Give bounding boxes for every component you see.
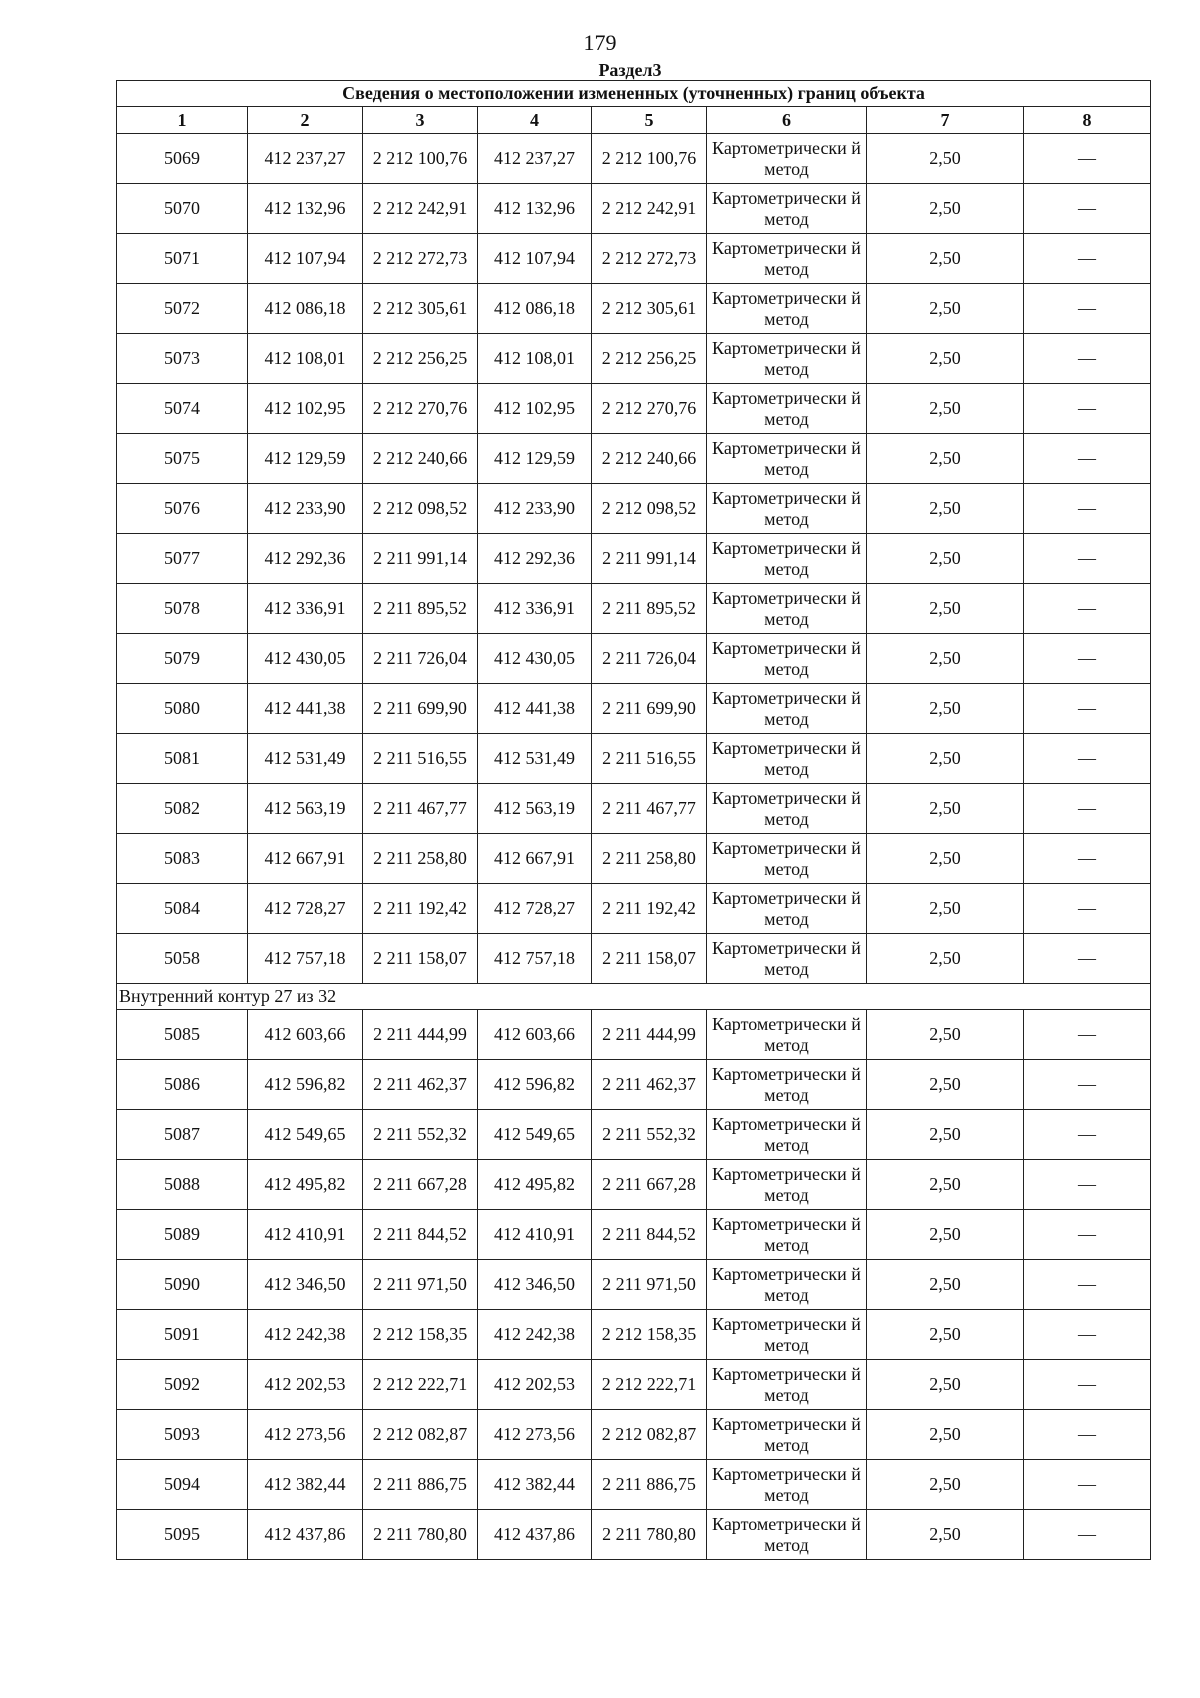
table-cell: 2 212 270,76 — [363, 384, 478, 434]
table-cell: 412 563,19 — [248, 784, 363, 834]
table-cell: 412 437,86 — [248, 1510, 363, 1560]
table-row — [117, 834, 1151, 884]
table-cell: 2 212 082,87 — [363, 1410, 478, 1460]
table-row — [117, 1160, 1151, 1210]
table-cell: 412 596,82 — [248, 1060, 363, 1110]
column-number-row — [117, 107, 1151, 134]
table-cell: — — [1024, 1510, 1151, 1560]
table-cell: 412 603,66 — [248, 1010, 363, 1060]
column-number: 3 — [363, 107, 478, 134]
table-cell: 412 102,95 — [478, 384, 592, 434]
table-cell: 412 603,66 — [478, 1010, 592, 1060]
table-cell: 412 132,96 — [478, 184, 592, 234]
table-cell: 2 211 462,37 — [592, 1060, 707, 1110]
table-cell: 5081 — [117, 734, 248, 784]
table-cell: 412 242,38 — [248, 1310, 363, 1360]
table-cell: Картометрически й метод — [707, 484, 867, 534]
table-cell: 412 086,18 — [478, 284, 592, 334]
table-cell: — — [1024, 334, 1151, 384]
table-cell: 2 211 886,75 — [592, 1460, 707, 1510]
table-cell: 5077 — [117, 534, 248, 584]
table-cell: 2 211 158,07 — [363, 934, 478, 984]
table-cell: 2,50 — [867, 334, 1024, 384]
column-number: 5 — [592, 107, 707, 134]
table-cell: 2 211 516,55 — [592, 734, 707, 784]
table-cell: 2 212 242,91 — [592, 184, 707, 234]
table-row — [117, 1010, 1151, 1060]
table-cell: 5084 — [117, 884, 248, 934]
table-cell: 5080 — [117, 684, 248, 734]
table-cell: 412 108,01 — [248, 334, 363, 384]
table-cell: 2 212 158,35 — [592, 1310, 707, 1360]
table-cell: 5091 — [117, 1310, 248, 1360]
table-cell: 412 346,50 — [248, 1260, 363, 1310]
table-cell: 412 382,44 — [478, 1460, 592, 1510]
table-cell: 412 563,19 — [478, 784, 592, 834]
table-cell: 2 212 098,52 — [363, 484, 478, 534]
table-cell: 2 211 844,52 — [363, 1210, 478, 1260]
table-cell: Картометрически й метод — [707, 884, 867, 934]
table-cell: 2 212 270,76 — [592, 384, 707, 434]
table-cell: — — [1024, 584, 1151, 634]
section-title: Раздел3 — [598, 60, 662, 80]
table-cell: 5083 — [117, 834, 248, 884]
table-cell: 5094 — [117, 1460, 248, 1510]
table-cell: 2 211 971,50 — [592, 1260, 707, 1310]
table-cell: Картометрически й метод — [707, 684, 867, 734]
table-cell: 412 495,82 — [248, 1160, 363, 1210]
table-cell: 2,50 — [867, 934, 1024, 984]
table-row — [117, 584, 1151, 634]
table-cell: 2 212 256,25 — [592, 334, 707, 384]
page-number: 179 — [583, 30, 617, 55]
table-cell: Картометрически й метод — [707, 934, 867, 984]
table-cell: 2,50 — [867, 1110, 1024, 1160]
table-row — [117, 484, 1151, 534]
table-cell: 2 211 467,77 — [592, 784, 707, 834]
table-cell: 412 086,18 — [248, 284, 363, 334]
table-cell: 2 212 158,35 — [363, 1310, 478, 1360]
table-title: Сведения о местоположении измененных (уточненных) границ объекта — [117, 81, 1151, 107]
table-cell: 412 108,01 — [478, 334, 592, 384]
table-cell: 5089 — [117, 1210, 248, 1260]
table-row — [117, 934, 1151, 984]
table-cell: 2 212 098,52 — [592, 484, 707, 534]
table-cell: 412 430,05 — [248, 634, 363, 684]
table-cell: 5079 — [117, 634, 248, 684]
table-row — [117, 1360, 1151, 1410]
table-cell: 2 211 667,28 — [592, 1160, 707, 1210]
table-cell: 412 336,91 — [248, 584, 363, 634]
table-cell: Картометрически й метод — [707, 434, 867, 484]
table-cell: 412 757,18 — [478, 934, 592, 984]
table-cell: 412 273,56 — [248, 1410, 363, 1460]
table-row — [117, 1110, 1151, 1160]
table-cell: Картометрически й метод — [707, 1360, 867, 1410]
table-cell: — — [1024, 784, 1151, 834]
table-cell: 2 211 552,32 — [363, 1110, 478, 1160]
table-cell: 5086 — [117, 1060, 248, 1110]
table-cell: Картометрически й метод — [707, 1310, 867, 1360]
coordinates-table — [116, 80, 1151, 1560]
table-row — [117, 384, 1151, 434]
table-cell: 2 212 240,66 — [592, 434, 707, 484]
column-number: 7 — [867, 107, 1024, 134]
table-cell: Картометрически й метод — [707, 184, 867, 234]
table-cell: 412 237,27 — [248, 134, 363, 184]
table-cell: 2 211 462,37 — [363, 1060, 478, 1110]
table-cell: Картометрически й метод — [707, 1010, 867, 1060]
table-cell: 2,50 — [867, 784, 1024, 834]
contour-heading-row — [117, 984, 1151, 1010]
table-cell: 2 211 516,55 — [363, 734, 478, 784]
table-row — [117, 1510, 1151, 1560]
column-number: 8 — [1024, 107, 1151, 134]
table-cell: — — [1024, 1410, 1151, 1460]
table-row — [117, 134, 1151, 184]
table-row — [117, 434, 1151, 484]
table-cell: 2 211 844,52 — [592, 1210, 707, 1260]
table-cell: 412 757,18 — [248, 934, 363, 984]
table-cell: 5072 — [117, 284, 248, 334]
table-cell: 412 242,38 — [478, 1310, 592, 1360]
table-cell: 2,50 — [867, 1360, 1024, 1410]
table-row — [117, 784, 1151, 834]
table-cell: 2 211 895,52 — [592, 584, 707, 634]
table-cell: — — [1024, 1110, 1151, 1160]
table-cell: — — [1024, 384, 1151, 434]
table-cell: 412 667,91 — [478, 834, 592, 884]
table-row — [117, 1060, 1151, 1110]
table-body — [117, 134, 1151, 1560]
column-number: 4 — [478, 107, 592, 134]
table-cell: 2,50 — [867, 284, 1024, 334]
table-row — [117, 684, 1151, 734]
table-cell: — — [1024, 1310, 1151, 1360]
column-number: 2 — [248, 107, 363, 134]
table-cell: 412 437,86 — [478, 1510, 592, 1560]
table-cell: 2,50 — [867, 1010, 1024, 1060]
table-cell: 412 549,65 — [478, 1110, 592, 1160]
table-cell: 2 211 699,90 — [592, 684, 707, 734]
table-cell: Картометрически й метод — [707, 834, 867, 884]
table-cell: 2 211 258,80 — [363, 834, 478, 884]
table-cell: 412 441,38 — [478, 684, 592, 734]
table-cell: 5075 — [117, 434, 248, 484]
table-cell: 412 292,36 — [478, 534, 592, 584]
table-row — [117, 634, 1151, 684]
table-cell: 5069 — [117, 134, 248, 184]
table-cell: 5085 — [117, 1010, 248, 1060]
table-row — [117, 1310, 1151, 1360]
table-row — [117, 534, 1151, 584]
table-cell: 412 129,59 — [248, 434, 363, 484]
table-cell: 2,50 — [867, 1410, 1024, 1460]
table-cell: 2 211 895,52 — [363, 584, 478, 634]
table-cell: 412 430,05 — [478, 634, 592, 684]
table-cell: Картометрически й метод — [707, 384, 867, 434]
table-cell: — — [1024, 184, 1151, 234]
table-cell: Картометрически й метод — [707, 1210, 867, 1260]
table-cell: Картометрически й метод — [707, 634, 867, 684]
table-cell: 2 212 256,25 — [363, 334, 478, 384]
table-cell: 2,50 — [867, 1210, 1024, 1260]
table-cell: 5074 — [117, 384, 248, 434]
table-cell: 412 441,38 — [248, 684, 363, 734]
table-cell: 2,50 — [867, 434, 1024, 484]
table-cell: 2 211 444,99 — [363, 1010, 478, 1060]
table-cell: 2 211 886,75 — [363, 1460, 478, 1510]
table-cell: 412 495,82 — [478, 1160, 592, 1210]
table-cell: 2,50 — [867, 1160, 1024, 1210]
table-cell: Картометрически й метод — [707, 1510, 867, 1560]
table-cell: 2,50 — [867, 534, 1024, 584]
table-cell: Картометрически й метод — [707, 1060, 867, 1110]
table-cell: 412 132,96 — [248, 184, 363, 234]
table-cell: 2 212 272,73 — [363, 234, 478, 284]
table-cell: — — [1024, 1010, 1151, 1060]
table-cell: 2,50 — [867, 734, 1024, 784]
table-cell: 5071 — [117, 234, 248, 284]
table-row — [117, 334, 1151, 384]
table-cell: 2,50 — [867, 1310, 1024, 1360]
table-row — [117, 1460, 1151, 1510]
table-row — [117, 234, 1151, 284]
table-cell: 412 346,50 — [478, 1260, 592, 1310]
table-row — [117, 1260, 1151, 1310]
table-cell: 2 212 100,76 — [592, 134, 707, 184]
table-cell: 2,50 — [867, 684, 1024, 734]
table-cell: 2 211 699,90 — [363, 684, 478, 734]
table-cell: 412 336,91 — [478, 584, 592, 634]
table-cell: 412 237,27 — [478, 134, 592, 184]
table-row — [117, 184, 1151, 234]
table-cell: — — [1024, 1260, 1151, 1310]
table-cell: 2 212 082,87 — [592, 1410, 707, 1460]
table-cell: 2,50 — [867, 134, 1024, 184]
table-cell: 412 273,56 — [478, 1410, 592, 1460]
table-cell: — — [1024, 834, 1151, 884]
table-cell: 412 233,90 — [248, 484, 363, 534]
table-cell: 2 212 305,61 — [592, 284, 707, 334]
table-cell: 412 410,91 — [248, 1210, 363, 1260]
table-cell: — — [1024, 1060, 1151, 1110]
table-cell: 2 212 242,91 — [363, 184, 478, 234]
table-cell: Картометрически й метод — [707, 1460, 867, 1510]
table-cell: Картометрически й метод — [707, 234, 867, 284]
table-cell: 2 211 991,14 — [592, 534, 707, 584]
table-cell: 5082 — [117, 784, 248, 834]
table-cell: 2 211 726,04 — [363, 634, 478, 684]
table-cell: 5058 — [117, 934, 248, 984]
table-row — [117, 1210, 1151, 1260]
table-cell: 412 202,53 — [478, 1360, 592, 1410]
table-cell: Картометрически й метод — [707, 1410, 867, 1460]
table-cell: — — [1024, 884, 1151, 934]
table-cell: Картометрически й метод — [707, 334, 867, 384]
table-cell: — — [1024, 434, 1151, 484]
table-cell: 2 211 726,04 — [592, 634, 707, 684]
table-cell: 2 211 552,32 — [592, 1110, 707, 1160]
table-cell: Картометрически й метод — [707, 1110, 867, 1160]
table-row — [117, 734, 1151, 784]
table-cell: 2,50 — [867, 884, 1024, 934]
table-cell: — — [1024, 284, 1151, 334]
table-cell: 2 211 780,80 — [363, 1510, 478, 1560]
table-cell: 412 292,36 — [248, 534, 363, 584]
table-cell: 2,50 — [867, 384, 1024, 434]
table-cell: 2,50 — [867, 484, 1024, 534]
table-cell: 412 233,90 — [478, 484, 592, 534]
table-cell: — — [1024, 234, 1151, 284]
column-number: 6 — [707, 107, 867, 134]
table-cell: 2 211 991,14 — [363, 534, 478, 584]
table-cell: 412 410,91 — [478, 1210, 592, 1260]
contour-label: Внутренний контур 27 из 32 — [117, 984, 1151, 1010]
table-cell: — — [1024, 684, 1151, 734]
table-cell: — — [1024, 1460, 1151, 1510]
table-cell: 2 211 192,42 — [592, 884, 707, 934]
table-cell: 5095 — [117, 1510, 248, 1560]
table-cell: 5092 — [117, 1360, 248, 1410]
table-cell: — — [1024, 484, 1151, 534]
table-row — [117, 884, 1151, 934]
table-cell: 2 211 780,80 — [592, 1510, 707, 1560]
table-cell: 5088 — [117, 1160, 248, 1210]
table-cell: — — [1024, 934, 1151, 984]
table-cell: Картометрически й метод — [707, 584, 867, 634]
table-cell: 412 728,27 — [248, 884, 363, 934]
table-cell: 5087 — [117, 1110, 248, 1160]
table-cell: 2 211 258,80 — [592, 834, 707, 884]
table-cell: — — [1024, 534, 1151, 584]
table-cell: 5073 — [117, 334, 248, 384]
table-cell: — — [1024, 1160, 1151, 1210]
table-row — [117, 1410, 1151, 1460]
table-cell: 2 212 305,61 — [363, 284, 478, 334]
table-cell: 5093 — [117, 1410, 248, 1460]
table-cell: 5090 — [117, 1260, 248, 1310]
table-cell: Картометрически й метод — [707, 734, 867, 784]
table-cell: 412 549,65 — [248, 1110, 363, 1160]
table-cell: 412 728,27 — [478, 884, 592, 934]
table-cell: Картометрически й метод — [707, 284, 867, 334]
table-cell: 2,50 — [867, 1510, 1024, 1560]
table-cell: 2,50 — [867, 634, 1024, 684]
table-cell: 412 667,91 — [248, 834, 363, 884]
table-cell: 2 211 467,77 — [363, 784, 478, 834]
table-cell: 412 107,94 — [478, 234, 592, 284]
table-cell: 412 129,59 — [478, 434, 592, 484]
table-cell: 2 211 444,99 — [592, 1010, 707, 1060]
table-cell: 412 531,49 — [478, 734, 592, 784]
table-cell: — — [1024, 1210, 1151, 1260]
table-cell: 2 211 971,50 — [363, 1260, 478, 1310]
table-cell: 2,50 — [867, 1060, 1024, 1110]
table-cell: 5070 — [117, 184, 248, 234]
table-cell: 2,50 — [867, 1460, 1024, 1510]
table-row — [117, 284, 1151, 334]
table-cell: — — [1024, 134, 1151, 184]
table-cell: 412 596,82 — [478, 1060, 592, 1110]
table-cell: Картометрически й метод — [707, 1260, 867, 1310]
table-cell: 2 211 192,42 — [363, 884, 478, 934]
table-cell: 412 382,44 — [248, 1460, 363, 1510]
table-cell: Картометрически й метод — [707, 1160, 867, 1210]
table-cell: 2 211 158,07 — [592, 934, 707, 984]
table-cell: 2 212 100,76 — [363, 134, 478, 184]
table-cell: 2 212 272,73 — [592, 234, 707, 284]
table-cell: Картометрически й метод — [707, 784, 867, 834]
table-cell: — — [1024, 1360, 1151, 1410]
table-cell: 412 102,95 — [248, 384, 363, 434]
table-cell: 2,50 — [867, 184, 1024, 234]
table-cell: 5076 — [117, 484, 248, 534]
table-cell: 412 107,94 — [248, 234, 363, 284]
table-cell: 2 212 222,71 — [363, 1360, 478, 1410]
table-cell: 2,50 — [867, 1260, 1024, 1310]
table-cell: 2,50 — [867, 834, 1024, 884]
table-cell: 5078 — [117, 584, 248, 634]
table-cell: 2,50 — [867, 584, 1024, 634]
table-cell: — — [1024, 734, 1151, 784]
table-cell: 412 202,53 — [248, 1360, 363, 1410]
table-cell: 412 531,49 — [248, 734, 363, 784]
table-cell: 2 212 240,66 — [363, 434, 478, 484]
table-cell: 2,50 — [867, 234, 1024, 284]
table-cell: Картометрически й метод — [707, 534, 867, 584]
table-cell: — — [1024, 634, 1151, 684]
table-cell: 2 211 667,28 — [363, 1160, 478, 1210]
table-cell: 2 212 222,71 — [592, 1360, 707, 1410]
column-number: 1 — [117, 107, 248, 134]
table-cell: Картометрически й метод — [707, 134, 867, 184]
